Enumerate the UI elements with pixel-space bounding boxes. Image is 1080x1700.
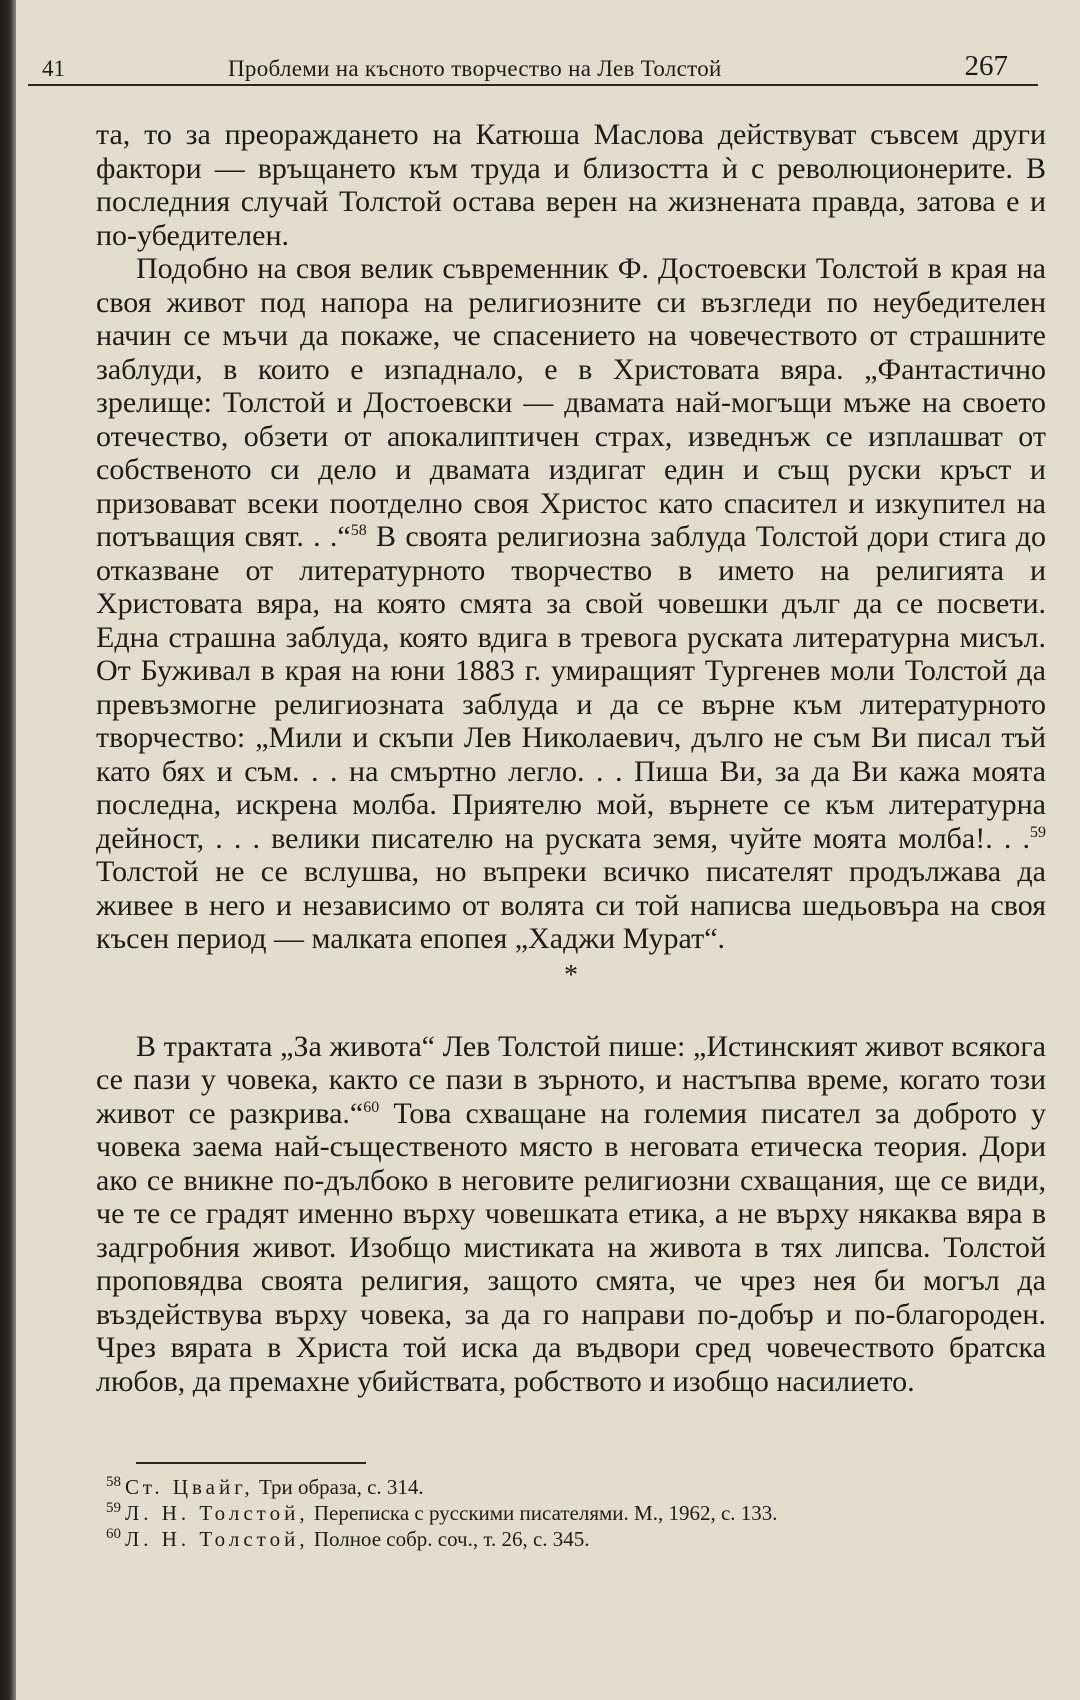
running-head-left-number: 41 xyxy=(42,56,65,81)
footnote-rule xyxy=(136,1462,366,1464)
paragraph-treatise-part-2: Това схващане на големия писател за доброто у човека заема най-същественото място в неговата етическа теория. Дори ако се вникне по-дълбоко в неговите религиозни схващания, ще се види, че те се градят именно върху човешката етика, а не върху някаква вяра в задгробния живот. Изобщо мистиката на живота в тях липсва. Толстой проповядва своята религия, защото смята, че чрез нея би могъл да въздействува върху човека, за да го направи по-добър и по-благороден. Чрез вярата в Христа той иска да въдвори сред човечеството братска любов, да премахне убийствата, робството и изобщо насилието. xyxy=(96,1096,1047,1398)
footnote-number-60: 60 xyxy=(106,1526,121,1542)
footnote-59 xyxy=(96,1500,1046,1526)
footnote-ref-60: 60 xyxy=(363,1098,380,1116)
paragraph-continuation: та, то за преораждането на Катюша Маслова действуват съвсем други фактори — връщането към труда и близостта ѝ с революционерите. В последния случай Толстой остава верен на жизнената правда, затова е и по-убедителен. xyxy=(96,118,1046,252)
footnote-number-59: 59 xyxy=(106,1500,121,1516)
footnote-60-author: Л. Н. Толстой, xyxy=(125,1527,309,1551)
footnote-ref-58: 58 xyxy=(350,522,367,539)
section-separator: * xyxy=(564,959,578,991)
footnote-58 xyxy=(96,1474,1046,1500)
running-head-title: Проблеми на късното творчество на Лев Толстой xyxy=(228,56,722,81)
footnote-60 xyxy=(96,1526,1046,1552)
paragraph-treatise xyxy=(96,1030,1046,1399)
footnote-number-58: 58 xyxy=(106,1474,121,1490)
footnotes xyxy=(96,1462,1046,1552)
paragraph-dostoevsky-part-1: Подобно на своя велик съвременник Ф. Достоевски Толстой в края на своя живот под напора на религиозните си възгледи по неубедителен начин се мъчи да покаже, че спасението на човечеството от страшните заблуди, в които е изпаднало, е в Христовата вяра. „Фантастично зрелище: Толстой и Достоевски — двамата най-могъщи мъже на своето отечество, обзети от апокалиптичен страх, изведнъж се изплашват от собственото си дело и двамата издигат един и същ руски кръст и призовават всеки поотделно своя Христос като спасител и изкупител на потъващия свят. . .“ xyxy=(96,252,1046,553)
footnote-58-author: Ст. Цвайг, xyxy=(125,1475,254,1499)
book-page xyxy=(16,0,1080,1700)
book-spine-shadow xyxy=(0,0,16,1700)
footnote-60-text: Полное собр. соч., т. 26, с. 345. xyxy=(308,1527,590,1551)
footnote-59-author: Л. Н. Толстой, xyxy=(125,1501,309,1525)
running-head xyxy=(28,50,1038,86)
footnote-ref-59: 59 xyxy=(1030,823,1046,841)
paragraph-dostoevsky-part-2: В своята религиозна заблуда Толстой дори стига до отказване от литературното творчество в името на религията и Христовата вяра, на която смята за свой човешки дълг да се посвети. Една страшна заблуда, която вдига в тревога руската литературна мисъл. От Буживал в края на юни 1883 г. умиращият Тургенев моли Толстой да превъзмогне религиозната заблуда и да се върне към литературното творчество: „Мили и скъпи Лев Николаевич, дълго не съм Ви писал тъй като бях и съм. . . на смъртно легло. . . Пиша Ви, за да Ви кажа моята последна, искрена молба. Приятелю мой, върнете се към литературна дейност, . . . велики писателю на руската земя, чуйте моята молба!. . . xyxy=(96,520,1046,855)
paragraph-dostoevsky-part-3: Толстой не се вслушва, но въпреки всичко писателят продължава да живее в него и независимо от волята си той написва шедьовъра на своя късен период — малката епопея „Хаджи Мурат“. xyxy=(96,855,1046,955)
footnote-59-text: Переписка с русскими писателями. М., 1962, с. 133. xyxy=(308,1501,778,1525)
page-number: 267 xyxy=(964,50,1008,82)
paragraph-treatise-part-1: В трактата „За живота“ Лев Толстой пише: „Истинският живот всякога се пази у човека, както се пази в зърното, и настъпва време, когато този живот се разкрива.“ xyxy=(96,1029,1046,1130)
paragraph-dostoevsky xyxy=(96,252,1046,956)
footnote-58-text: Три образа, с. 314. xyxy=(253,1475,424,1499)
main-text xyxy=(96,118,1046,1398)
